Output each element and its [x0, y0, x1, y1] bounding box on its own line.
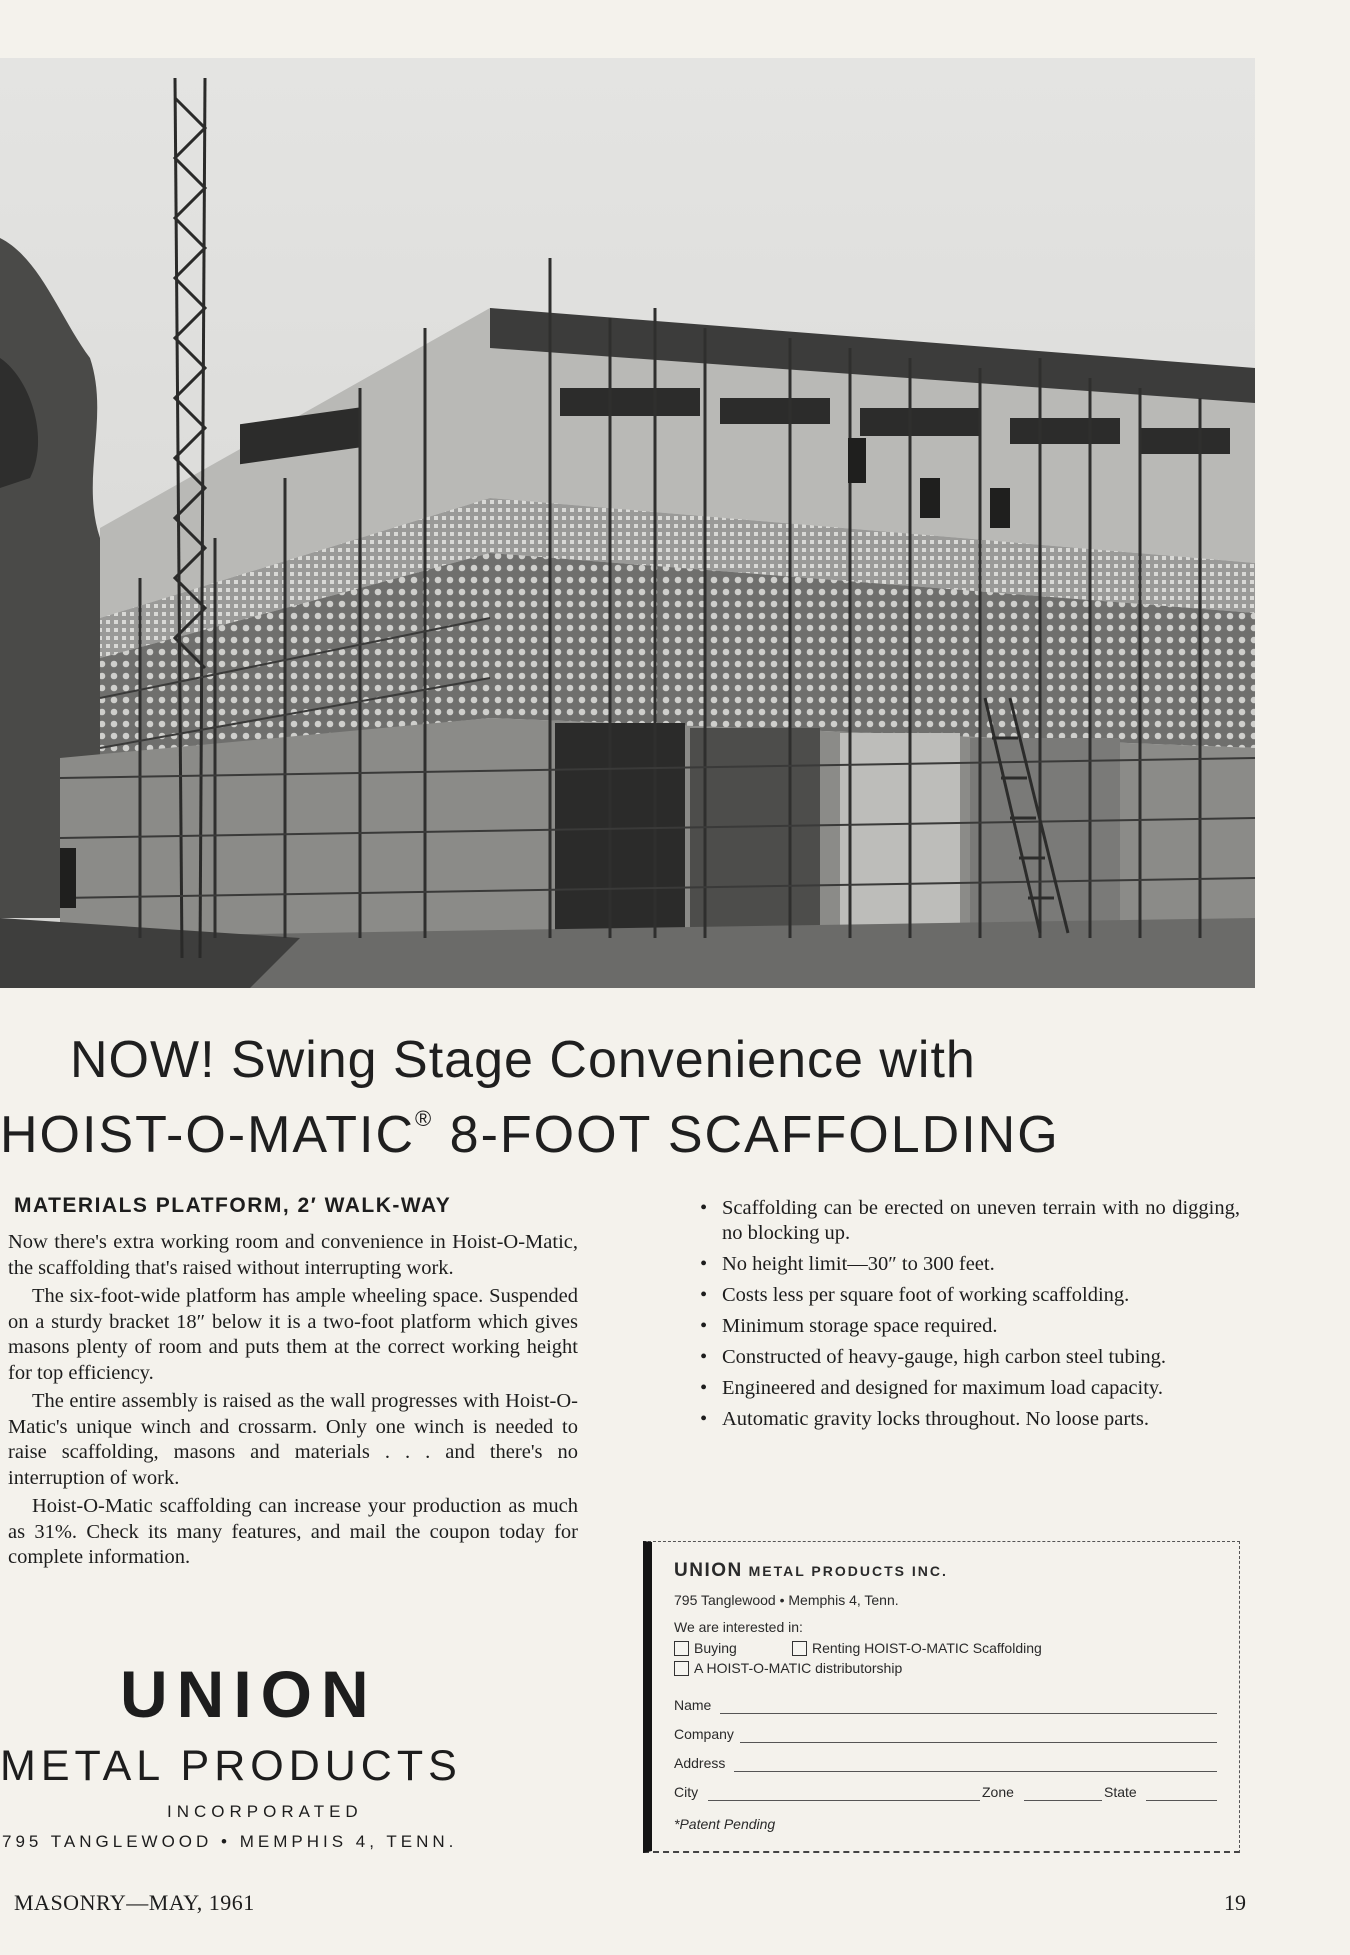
- features-list: [690, 1196, 1240, 1438]
- coupon-company-name: [674, 1560, 948, 1582]
- name-field-line[interactable]: [720, 1713, 1217, 1714]
- city-field-label: City: [674, 1784, 699, 1800]
- body-paragraph: Hoist-O-Matic scaffolding can increase your production as much as 31%. Check its many features, and mail the coupon today for complete information.: [8, 1495, 578, 1568]
- feature-item: • Scaffolding can be erected on uneven terrain with no digging, no blocking up.: [690, 1196, 1240, 1246]
- logo-metal-products: METAL PRODUCTS: [0, 1742, 462, 1790]
- order-coupon: [643, 1541, 1240, 1853]
- section-subhead: MATERIALS PLATFORM, 2′ WALK-WAY: [14, 1194, 452, 1217]
- publication-footer: MASONRY—MAY, 1961: [14, 1890, 255, 1915]
- coupon-interest-label: We are interested in:: [674, 1619, 803, 1635]
- distributorship-checkbox[interactable]: [674, 1661, 689, 1676]
- logo-union: UNION: [120, 1657, 378, 1731]
- company-field-label: Company: [674, 1726, 734, 1742]
- feature-item: • Minimum storage space required.: [690, 1314, 1240, 1339]
- headline-product-name: HOIST-O-MATIC: [0, 1106, 416, 1164]
- buying-label: Buying: [694, 1640, 737, 1656]
- address-field-line[interactable]: [734, 1771, 1217, 1772]
- feature-item: • Engineered and designed for maximum load capacity.: [690, 1376, 1240, 1401]
- registered-mark: ®: [415, 1106, 434, 1131]
- headline-line-1: NOW! Swing Stage Convenience with: [70, 1031, 976, 1089]
- buying-option[interactable]: [674, 1640, 737, 1656]
- distributorship-label: A HOIST-O-MATIC distributorship: [694, 1660, 903, 1676]
- city-field-line[interactable]: [708, 1800, 980, 1801]
- company-field-line[interactable]: [740, 1742, 1217, 1743]
- construction-site-photo: [0, 58, 1255, 988]
- coupon-company-union: UNION: [674, 1560, 743, 1581]
- distributorship-option[interactable]: [674, 1660, 902, 1676]
- headline-line-2: [0, 1105, 1060, 1165]
- coupon-company-rest: METAL PRODUCTS INC.: [742, 1563, 948, 1579]
- page-number: 19: [1224, 1890, 1246, 1915]
- headline-product-desc: 8-FOOT SCAFFOLDING: [433, 1106, 1060, 1164]
- state-field-line[interactable]: [1146, 1800, 1217, 1801]
- address-field-label: Address: [674, 1755, 726, 1771]
- name-field-label: Name: [674, 1697, 712, 1713]
- body-paragraph: The entire assembly is raised as the wall progresses with Hoist-O-Matic's unique winch and crossarm. Only one winch is needed to raise scaffolding, masons and materials . . . and there's no interruption of work.: [8, 1390, 578, 1489]
- logo-incorporated: INCORPORATED: [167, 1802, 363, 1821]
- coupon-address: 795 Tanglewood • Memphis 4, Tenn.: [674, 1592, 899, 1608]
- body-copy: [8, 1230, 578, 1574]
- renting-option[interactable]: [792, 1640, 1042, 1656]
- patent-pending-note: *Patent Pending: [674, 1816, 776, 1832]
- renting-checkbox[interactable]: [792, 1641, 807, 1656]
- renting-label: Renting HOIST-O-MATIC Scaffolding: [812, 1640, 1042, 1656]
- state-field-label: State: [1104, 1784, 1137, 1800]
- body-paragraph: Now there's extra working room and convenience in Hoist-O-Matic, the scaffolding that's raised without interrupting work.: [8, 1231, 578, 1279]
- feature-item: • Constructed of heavy-gauge, high carbon steel tubing.: [690, 1345, 1240, 1370]
- body-paragraph: The six-foot-wide platform has ample wheeling space. Suspended on a sturdy bracket 18″ below it is a two-foot platform which gives masons plenty of room and puts them at the correct working height for top efficiency.: [8, 1285, 578, 1384]
- feature-item: • Automatic gravity locks throughout. No loose parts.: [690, 1407, 1240, 1432]
- logo-address: 795 TANGLEWOOD • MEMPHIS 4, TENN.: [2, 1832, 458, 1851]
- feature-item: • No height limit—30″ to 300 feet.: [690, 1252, 1240, 1277]
- buying-checkbox[interactable]: [674, 1641, 689, 1656]
- zone-field-line[interactable]: [1024, 1800, 1102, 1801]
- zone-field-label: Zone: [982, 1784, 1014, 1800]
- feature-item: • Costs less per square foot of working scaffolding.: [690, 1283, 1240, 1308]
